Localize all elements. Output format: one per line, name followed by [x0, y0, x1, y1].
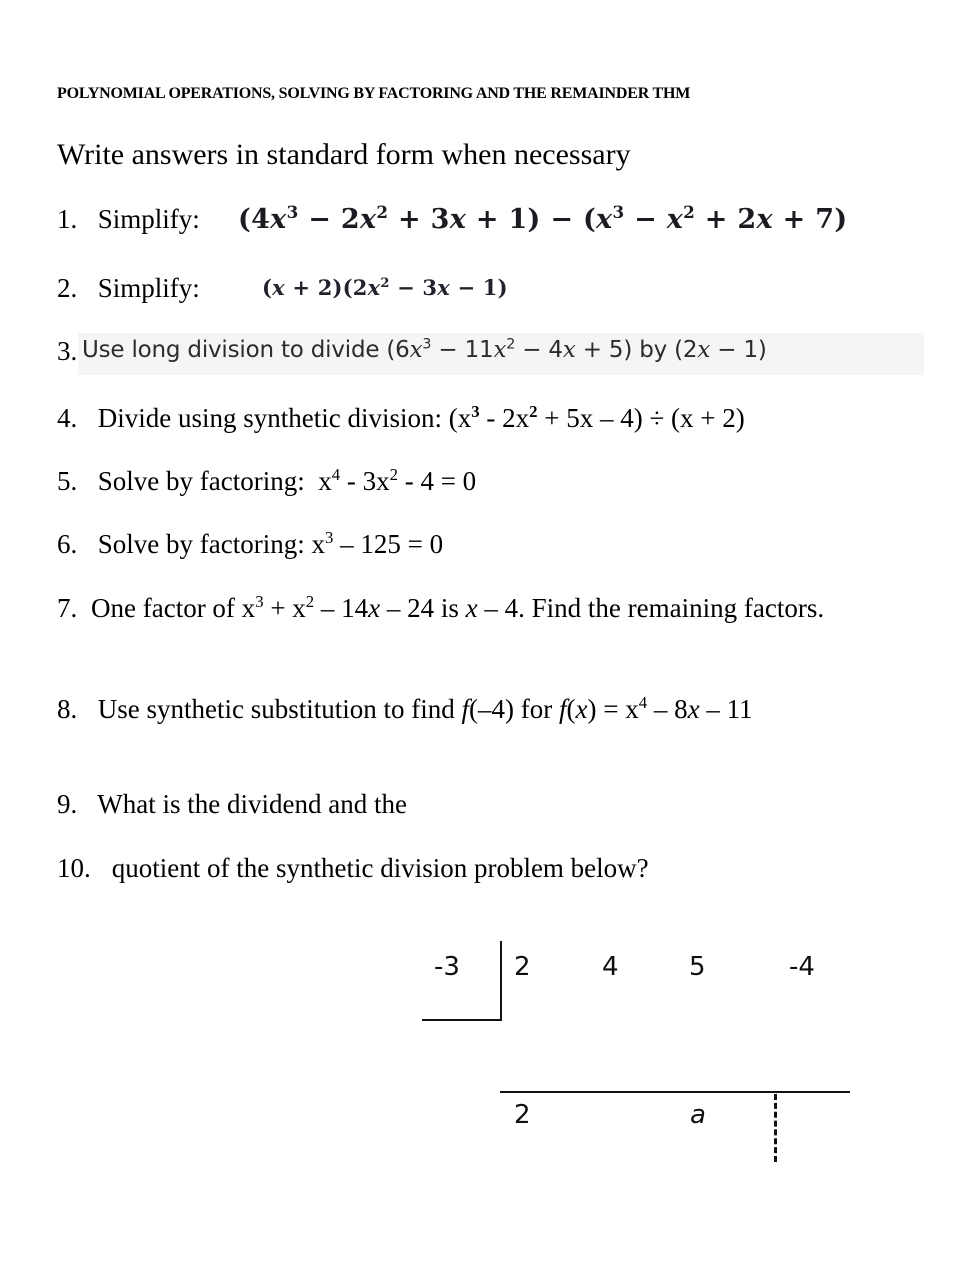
- problem-2-number: 2.: [57, 273, 78, 303]
- problem-1-expression: $(4x^3 - 2x^2 + 3x + 1) - (x^3 - x^2 + 2x + 7)$: [238, 202, 848, 235]
- problem-7: [57, 592, 917, 625]
- problem-1-prompt: Simplify:: [97, 204, 200, 234]
- problem-2-expression: $(x + 2)(2x^2 - 3x - 1)$: [262, 275, 508, 300]
- synthetic-division-coefficient: 2: [514, 952, 531, 982]
- problem-6-number: 6.: [57, 529, 78, 559]
- synthetic-division-divisor: -3: [434, 952, 460, 982]
- problem-7-text: One factor of $x^3 + x^2 - 14x - 24$ is x – 4. Find the remaining factors.: [91, 592, 825, 623]
- synthetic-division-remainder-separator: [774, 1094, 777, 1162]
- page-title: POLYNOMIAL OPERATIONS, SOLVING BY FACTORING AND THE REMAINDER THM: [57, 85, 691, 102]
- synthetic-division-vertical-rule: [500, 941, 502, 1021]
- problem-4: [57, 402, 745, 435]
- problem-9-number: 9.: [57, 789, 78, 819]
- problem-10: [57, 852, 649, 885]
- problem-8-number: 8.: [57, 694, 78, 724]
- problem-5: [57, 465, 476, 498]
- synthetic-division-result-value: a: [690, 1100, 706, 1130]
- synthetic-division-bracket-rule: [422, 1019, 502, 1021]
- problem-3-number: 3.: [57, 336, 78, 366]
- synthetic-division-result-value: 2: [514, 1100, 531, 1130]
- problem-8-text: Use synthetic substitution to find f(–4) for $f(x) = x^4 - 8x - 11$: [97, 693, 753, 724]
- problem-2-prompt: Simplify:: [97, 273, 200, 303]
- problem-8: [57, 693, 753, 726]
- synthetic-division-coefficient: -4: [789, 952, 815, 982]
- problem-5-text: Solve by factoring: $x^4 - 3x^2 - 4 = 0$: [97, 465, 477, 496]
- problem-4-number: 4.: [57, 403, 78, 433]
- problem-2: [57, 272, 200, 305]
- problem-6: [57, 528, 443, 561]
- problem-10-number: 10.: [57, 853, 91, 883]
- synthetic-division-result-rule: [500, 1091, 850, 1093]
- problem-7-number: 7.: [57, 593, 78, 623]
- problem-4-text: Divide using synthetic division: $(x^3 - 2x^2 + 5x - 4) \div (x + 2)$: [97, 402, 745, 433]
- problem-9: [57, 788, 407, 821]
- problem-10-text: quotient of the synthetic division problem below?: [111, 853, 649, 883]
- problem-1-number: 1.: [57, 204, 78, 234]
- problem-6-text: Solve by factoring: $x^3 - 125 = 0$: [97, 528, 444, 559]
- problem-5-number: 5.: [57, 466, 78, 496]
- problem-1: [57, 203, 200, 236]
- problem-3-text: Use long division to divide $(6x^3 - 11x^2 - 4x + 5)$ by (2x − 1): [82, 336, 767, 363]
- problem-9-text: What is the dividend and the: [97, 789, 407, 819]
- synthetic-division-coefficient: 4: [602, 952, 619, 982]
- synthetic-division-coefficient: 5: [689, 952, 706, 982]
- instruction-line: Write answers in standard form when necessary: [57, 138, 631, 171]
